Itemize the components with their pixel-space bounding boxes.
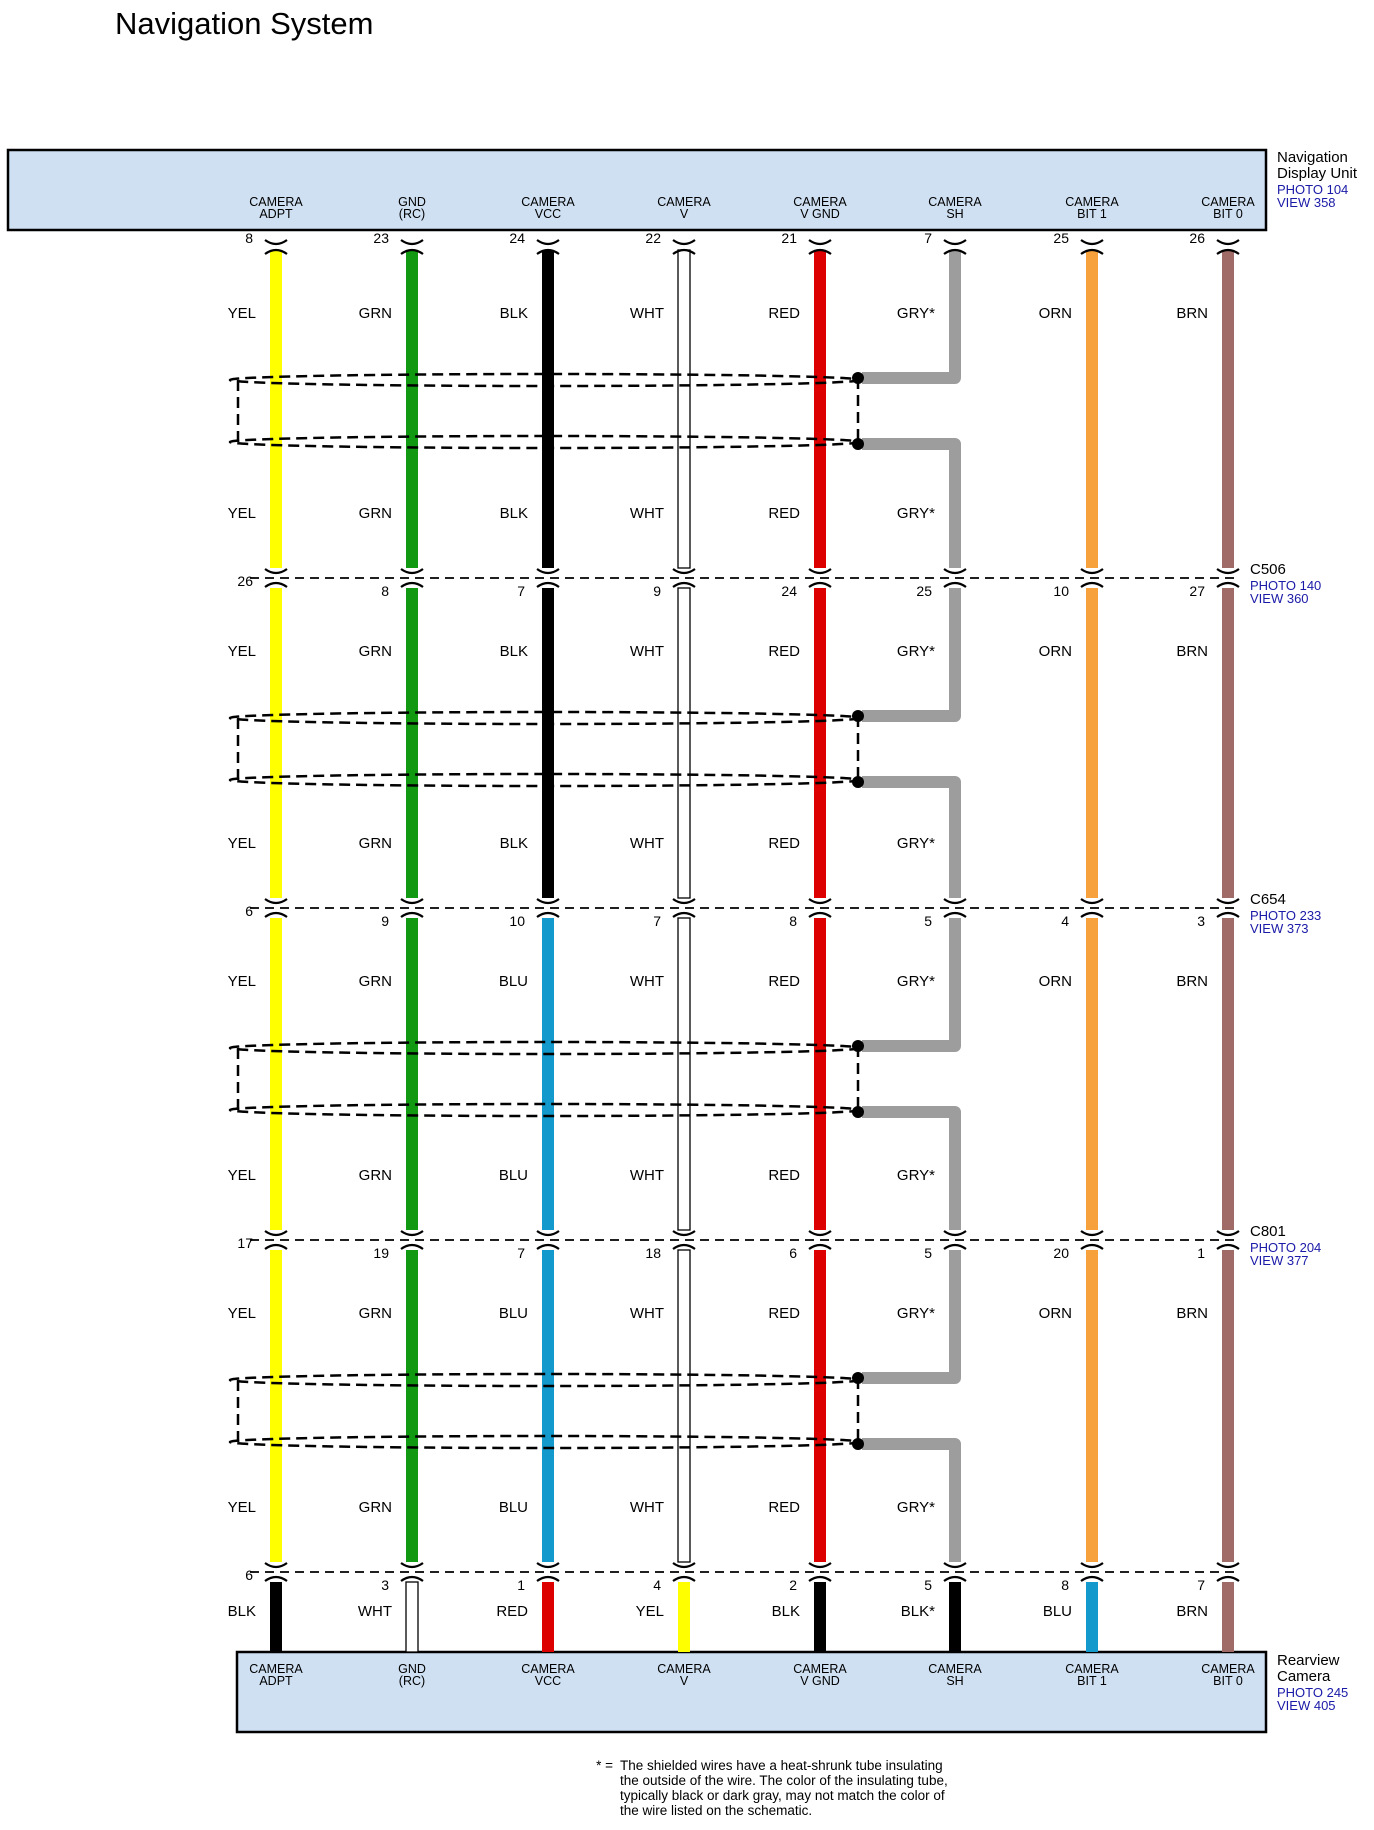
wire — [542, 250, 554, 568]
pin-hook — [401, 1231, 423, 1235]
connector-link: VIEW 360 — [1250, 591, 1309, 606]
pin-hook — [1081, 1231, 1103, 1235]
wire — [949, 1582, 961, 1652]
bottom-pin-name: BIT 0 — [1213, 1674, 1243, 1688]
wire-color-label: RED — [768, 1305, 800, 1322]
bottom-pin-name: CAMERA — [928, 1662, 982, 1676]
pin-number: 10 — [1053, 583, 1069, 599]
pin-hook — [401, 1563, 423, 1567]
pin-hook — [537, 1563, 559, 1567]
pin-hook — [944, 583, 966, 587]
top-pin-name: CAMERA — [928, 195, 982, 209]
footnote-line: the wire listed on the schematic. — [620, 1803, 813, 1818]
pin-hook — [537, 913, 559, 917]
pin-hook — [265, 1577, 287, 1581]
wire — [678, 1582, 690, 1652]
wire-white — [678, 250, 690, 568]
wire-color-label: RED — [768, 1499, 800, 1516]
connector-link: VIEW 377 — [1250, 1253, 1309, 1268]
wire-color-label: BLU — [1042, 1603, 1072, 1620]
pin-hook — [944, 1577, 966, 1581]
pin-hook — [809, 1245, 831, 1249]
wire-white — [678, 588, 690, 898]
pin-hook — [673, 1563, 695, 1567]
wire-color-label: BLK — [227, 1603, 256, 1620]
footnote-line: typically black or dark gray, may not match the color of — [620, 1788, 945, 1803]
pin-hook — [673, 1231, 695, 1235]
wire-color-label: GRN — [358, 1167, 392, 1184]
wire-color-label: BLK — [499, 835, 528, 852]
wire — [406, 1250, 418, 1562]
rearview-camera-link: PHOTO 245 — [1277, 1685, 1349, 1700]
pin-number: 3 — [1197, 913, 1205, 929]
connector-link: PHOTO 233 — [1250, 908, 1322, 923]
wire-color-label: RED — [768, 643, 800, 660]
pin-hook — [1217, 913, 1239, 917]
footnote-marker: * = — [596, 1758, 613, 1773]
wire-color-label: ORN — [1038, 1305, 1072, 1322]
wire-color-label: BLU — [498, 973, 528, 990]
pin-number: 9 — [653, 583, 661, 599]
pin-hook — [1081, 1563, 1103, 1567]
shield-dot — [852, 1040, 864, 1052]
pin-number: 26 — [237, 573, 253, 589]
wire-color-label: GRY* — [896, 505, 935, 522]
pin-number: 6 — [789, 1245, 797, 1261]
wire-color-label: YEL — [227, 1499, 256, 1516]
pin-number: 25 — [1053, 230, 1069, 246]
pin-number: 7 — [1197, 1577, 1205, 1593]
pin-hook — [944, 240, 966, 244]
pin-hook — [1217, 569, 1239, 573]
pin-number: 1 — [1197, 1245, 1205, 1261]
top-pin-name: CAMERA — [1065, 195, 1119, 209]
wire-color-label: WHT — [629, 1305, 664, 1322]
pin-hook — [944, 1245, 966, 1249]
top-pin-name: CAMERA — [657, 195, 711, 209]
pin-hook — [809, 899, 831, 903]
units-layer — [8, 150, 1266, 1732]
wires-layer — [270, 250, 1234, 1652]
wire — [542, 918, 554, 1230]
wire — [814, 1250, 826, 1562]
pin-hook — [673, 1245, 695, 1249]
wire-color-label: GRN — [358, 835, 392, 852]
navigation-display-unit-name: Display Unit — [1277, 165, 1358, 182]
pin-hook — [1217, 1577, 1239, 1581]
wire-color-label: RED — [768, 1167, 800, 1184]
pin-number: 6 — [245, 1567, 253, 1583]
wire — [1086, 918, 1098, 1230]
pin-hook — [265, 1245, 287, 1249]
pin-hook — [401, 913, 423, 917]
wire — [270, 1250, 282, 1562]
pin-hook — [265, 1231, 287, 1235]
pin-hook — [944, 1231, 966, 1235]
wire-color-label: GRY* — [896, 305, 935, 322]
wire-color-label: ORN — [1038, 305, 1072, 322]
page-title: Navigation System — [115, 6, 374, 41]
wire-color-label: RED — [496, 1603, 528, 1620]
bottom-pin-name: CAMERA — [657, 1662, 711, 1676]
pin-number: 5 — [924, 913, 932, 929]
labels-layer — [228, 149, 1358, 1818]
pin-hook — [1217, 1231, 1239, 1235]
pin-hook — [265, 1563, 287, 1567]
shield-dot — [852, 1438, 864, 1450]
rearview-camera-name: Camera — [1277, 1668, 1331, 1685]
wire — [542, 588, 554, 898]
bottom-pin-name: CAMERA — [1201, 1662, 1255, 1676]
wire-color-label: GRY* — [896, 1305, 935, 1322]
navigation-display-unit-name: Navigation — [1277, 149, 1348, 166]
pin-hook — [673, 569, 695, 573]
wire-color-label: GRY* — [896, 1499, 935, 1516]
pin-hook — [401, 569, 423, 573]
pin-hook — [401, 1577, 423, 1581]
pin-hook — [1217, 1245, 1239, 1249]
pin-number: 4 — [653, 1577, 661, 1593]
wire-color-label: GRY* — [896, 835, 935, 852]
wire-color-label: GRN — [358, 305, 392, 322]
wire-color-label: YEL — [227, 1167, 256, 1184]
pin-hook — [537, 1231, 559, 1235]
wire — [1086, 1582, 1098, 1652]
pin-number: 25 — [916, 583, 932, 599]
pin-hook — [537, 899, 559, 903]
pin-hook — [401, 583, 423, 587]
wire-white — [406, 1582, 418, 1652]
pin-number: 17 — [237, 1235, 253, 1251]
connector-name: C654 — [1250, 891, 1286, 908]
shield-dot — [852, 710, 864, 722]
bottom-pin-name: BIT 1 — [1077, 1674, 1107, 1688]
rearview-camera-link: VIEW 405 — [1277, 1698, 1336, 1713]
wire — [1222, 1582, 1234, 1652]
wire-color-label: GRN — [358, 1305, 392, 1322]
pin-hook — [537, 583, 559, 587]
wire-color-label: BLU — [498, 1499, 528, 1516]
pin-hook — [809, 240, 831, 244]
wire — [1086, 1250, 1098, 1562]
wire-color-label: BLK* — [900, 1603, 935, 1620]
pin-hook — [537, 1577, 559, 1581]
bottom-pin-name: CAMERA — [249, 1662, 303, 1676]
wire — [270, 250, 282, 568]
top-pin-name: CAMERA — [521, 195, 575, 209]
pin-number: 23 — [373, 230, 389, 246]
bottom-pin-name: VCC — [534, 1674, 562, 1688]
wire — [406, 250, 418, 568]
pin-hook — [809, 1577, 831, 1581]
pin-number: 5 — [924, 1577, 932, 1593]
pin-number: 8 — [789, 913, 797, 929]
pin-number: 27 — [1189, 583, 1205, 599]
pin-number: 9 — [381, 913, 389, 929]
pin-number: 8 — [1061, 1577, 1069, 1593]
wire — [270, 1582, 282, 1652]
wire-color-label: YEL — [227, 643, 256, 660]
top-pin-name: CAMERA — [1201, 195, 1255, 209]
pin-hook — [673, 583, 695, 587]
navigation-display-unit-link: VIEW 358 — [1277, 195, 1336, 210]
pin-number: 26 — [1189, 230, 1205, 246]
wire-color-label: YEL — [227, 1305, 256, 1322]
pin-hook — [1081, 240, 1103, 244]
pin-hook — [537, 1245, 559, 1249]
pin-hook — [265, 569, 287, 573]
shield-dot — [852, 1106, 864, 1118]
pin-number: 6 — [245, 903, 253, 919]
wire-color-label: GRN — [358, 643, 392, 660]
wire-color-label: RED — [768, 835, 800, 852]
wire-color-label: YEL — [227, 835, 256, 852]
pin-hook — [537, 240, 559, 244]
top-pin-name: VCC — [534, 207, 562, 221]
top-pin-name: CAMERA — [793, 195, 847, 209]
pin-number: 8 — [245, 230, 253, 246]
wire-color-label: GRN — [358, 1499, 392, 1516]
wire-color-label: RED — [768, 973, 800, 990]
wire — [1222, 588, 1234, 898]
wire-color-label: YEL — [227, 305, 256, 322]
connector-link: VIEW 373 — [1250, 921, 1309, 936]
wire — [814, 250, 826, 568]
bottom-pin-name: CAMERA — [521, 1662, 575, 1676]
pin-hook — [809, 583, 831, 587]
bottom-pin-name: GND — [398, 1662, 426, 1676]
footnote-line: The shielded wires have a heat-shrunk tube insulating — [620, 1758, 943, 1773]
wire-color-label: BRN — [1176, 305, 1208, 322]
wire-color-label: YEL — [227, 505, 256, 522]
pin-number: 7 — [517, 1245, 525, 1261]
pin-hook — [401, 1245, 423, 1249]
wire-color-label: WHT — [629, 643, 664, 660]
wire — [270, 918, 282, 1230]
wire-color-label: GRN — [358, 973, 392, 990]
wire-color-label: BLK — [499, 505, 528, 522]
wire — [270, 588, 282, 898]
wire-color-label: BLK — [499, 643, 528, 660]
pin-hook — [1081, 583, 1103, 587]
wire-color-label: YEL — [635, 1603, 664, 1620]
top-pin-name: BIT 1 — [1077, 207, 1107, 221]
wire — [1086, 250, 1098, 568]
pin-hook — [1217, 583, 1239, 587]
wire — [542, 1250, 554, 1562]
pin-hook — [265, 913, 287, 917]
bottom-pin-name: CAMERA — [1065, 1662, 1119, 1676]
wire-color-label: GRY* — [896, 973, 935, 990]
shield-dot — [852, 438, 864, 450]
pin-hook — [537, 569, 559, 573]
top-pin-name: BIT 0 — [1213, 207, 1243, 221]
pin-hook — [1081, 899, 1103, 903]
wire-color-label: YEL — [227, 973, 256, 990]
pin-hook — [1217, 240, 1239, 244]
top-pin-name: CAMERA — [249, 195, 303, 209]
pin-hook — [1081, 569, 1103, 573]
pin-hook — [1081, 1577, 1103, 1581]
wire-color-label: GRN — [358, 505, 392, 522]
wire-color-label: GRY* — [896, 1167, 935, 1184]
pin-number: 2 — [789, 1577, 797, 1593]
pin-number: 7 — [517, 583, 525, 599]
pin-hook — [944, 913, 966, 917]
bottom-pin-name: V GND — [800, 1674, 840, 1688]
wire — [1086, 588, 1098, 898]
pin-number: 19 — [373, 1245, 389, 1261]
wire-color-label: BRN — [1176, 1305, 1208, 1322]
top-pin-name: GND — [398, 195, 426, 209]
pin-number: 22 — [645, 230, 661, 246]
wire-color-label: WHT — [629, 1167, 664, 1184]
wire — [814, 918, 826, 1230]
wire — [406, 588, 418, 898]
footnote-line: the outside of the wire. The color of the insulating tube, — [620, 1773, 948, 1788]
pin-hook — [1217, 899, 1239, 903]
wire-color-label: ORN — [1038, 973, 1072, 990]
bottom-pin-name: SH — [946, 1674, 964, 1688]
wire-color-label: WHT — [357, 1603, 392, 1620]
pin-number: 21 — [781, 230, 797, 246]
pin-number: 1 — [517, 1577, 525, 1593]
connector-link: PHOTO 140 — [1250, 578, 1322, 593]
pin-number: 10 — [509, 913, 525, 929]
wire-color-label: BRN — [1176, 973, 1208, 990]
connector-name: C801 — [1250, 1223, 1286, 1240]
pin-number: 4 — [1061, 913, 1069, 929]
pin-hook — [809, 1563, 831, 1567]
connector-name: C506 — [1250, 561, 1286, 578]
pin-hook — [944, 1563, 966, 1567]
wire-color-label: BLK — [499, 305, 528, 322]
bottom-pin-name: (RC) — [398, 1674, 426, 1688]
pin-number: 5 — [924, 1245, 932, 1261]
wire — [542, 1582, 554, 1652]
wire — [406, 918, 418, 1230]
top-pin-name: V GND — [800, 207, 840, 221]
wire-color-label: WHT — [629, 305, 664, 322]
top-pin-name: ADPT — [259, 207, 293, 221]
wire-white — [678, 918, 690, 1230]
pin-hook — [809, 569, 831, 573]
wire — [814, 588, 826, 898]
pin-number: 24 — [781, 583, 797, 599]
wire-color-label: RED — [768, 305, 800, 322]
pin-hook — [1217, 1563, 1239, 1567]
wire-color-label: WHT — [629, 1499, 664, 1516]
shield-dot — [852, 1372, 864, 1384]
wire-color-label: BLU — [498, 1167, 528, 1184]
shield-dot — [852, 372, 864, 384]
wire-color-label: BLU — [498, 1305, 528, 1322]
bottom-pin-name: CAMERA — [793, 1662, 847, 1676]
wire-color-label: GRY* — [896, 643, 935, 660]
wire-white — [678, 1250, 690, 1562]
shield-layer — [227, 250, 955, 1562]
pin-hook — [265, 899, 287, 903]
wire — [1222, 1250, 1234, 1562]
pin-hook — [809, 913, 831, 917]
pin-number: 8 — [381, 583, 389, 599]
pin-hook — [809, 1231, 831, 1235]
pin-hook — [944, 569, 966, 573]
wire-color-label: RED — [768, 505, 800, 522]
wire — [1222, 918, 1234, 1230]
bottom-pin-name: V — [679, 1674, 689, 1688]
top-pin-name: (RC) — [398, 207, 426, 221]
wire-color-label: BRN — [1176, 643, 1208, 660]
connector-link: PHOTO 204 — [1250, 1240, 1322, 1255]
pin-hook — [944, 899, 966, 903]
top-pin-name: V — [679, 207, 689, 221]
pin-hook — [673, 913, 695, 917]
pin-hook — [673, 240, 695, 244]
wire-color-label: WHT — [629, 973, 664, 990]
pin-number: 7 — [653, 913, 661, 929]
wire-color-label: WHT — [629, 505, 664, 522]
pin-hook — [401, 899, 423, 903]
wire-color-label: WHT — [629, 835, 664, 852]
pin-number: 18 — [645, 1245, 661, 1261]
wire-color-label: BLK — [771, 1603, 800, 1620]
pin-hook — [673, 899, 695, 903]
wire-color-label: BRN — [1176, 1603, 1208, 1620]
pin-number: 3 — [381, 1577, 389, 1593]
pin-hook — [265, 240, 287, 244]
pin-number: 7 — [924, 230, 932, 246]
bottom-pin-name: ADPT — [259, 1674, 293, 1688]
pin-hook — [1081, 1245, 1103, 1249]
wire — [1222, 250, 1234, 568]
rearview-camera-name: Rearview — [1277, 1652, 1340, 1669]
top-pin-name: SH — [946, 207, 964, 221]
pin-hook — [265, 583, 287, 587]
pin-number: 24 — [509, 230, 525, 246]
navigation-display-unit-link: PHOTO 104 — [1277, 182, 1349, 197]
shield-dot — [852, 776, 864, 788]
wire-color-label: ORN — [1038, 643, 1072, 660]
pin-hook — [1081, 913, 1103, 917]
pin-hook — [401, 240, 423, 244]
pin-hook — [673, 1577, 695, 1581]
wire — [814, 1582, 826, 1652]
pin-number: 20 — [1053, 1245, 1069, 1261]
